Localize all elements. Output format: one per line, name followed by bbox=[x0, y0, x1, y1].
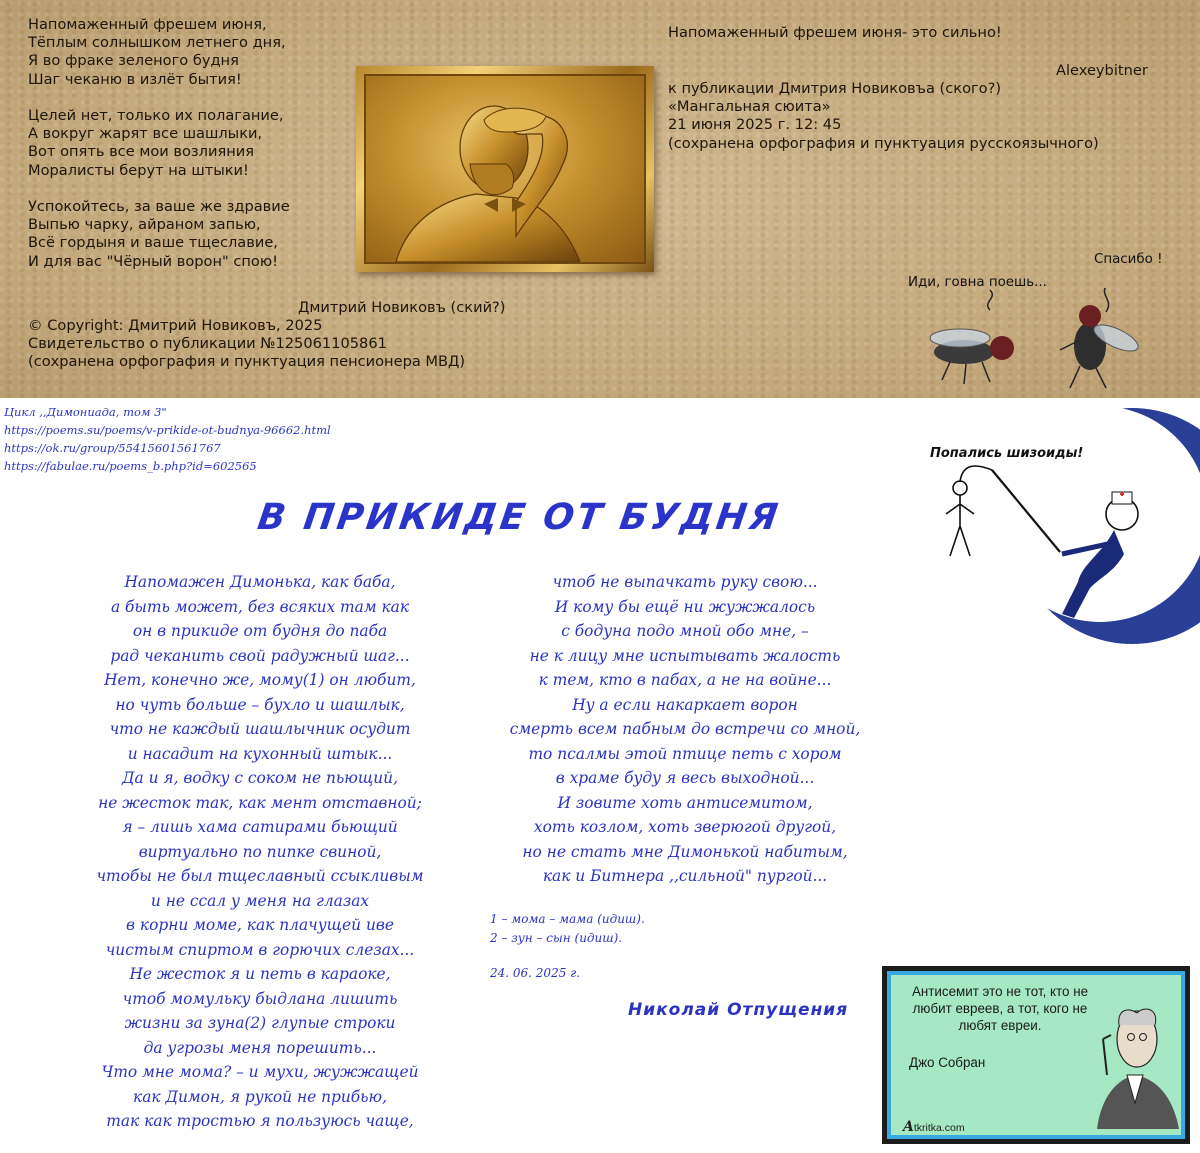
poem-line: чтоб не выпачкать руку свою... bbox=[552, 573, 818, 591]
poem-line: так как тростью я пользуюсь чаще, bbox=[106, 1112, 414, 1130]
poem-line: он в прикиде от будня до паба bbox=[132, 622, 388, 640]
poem-line: Что мне мома? – и мухи, жужжащей bbox=[101, 1063, 419, 1081]
poem-line: жизни за зуна(2) глупые строки bbox=[124, 1014, 396, 1032]
poem-line: не жесток так, как мент отставной; bbox=[98, 793, 422, 812]
copyright-block: © Copyright: Дмитрий Новиковъ, 2025 Свидетельство о публикации №125061105861 (сохранена орфография и пунктуация пенсионера МВД) bbox=[28, 317, 466, 371]
footnote: 1 – мома – мама (идиш). bbox=[490, 912, 645, 926]
poem-line: я – лишь хама сатирами бьющий bbox=[122, 818, 398, 836]
footnote: 2 – зун – сын (идиш). bbox=[490, 931, 623, 945]
author-signature: Дмитрий Новиковъ (ский?) bbox=[298, 299, 506, 316]
poem-line: Не жесток я и петь в караоке, bbox=[129, 965, 391, 983]
poem-line: виртуально по пипке свиной, bbox=[138, 842, 382, 861]
moon-fisher-icon bbox=[932, 404, 1200, 660]
poem-line: но чуть больше – бухло и шашлык, bbox=[115, 695, 405, 714]
plaque-relief bbox=[364, 74, 646, 264]
poem-line: рад чеканить свой радужный шаг... bbox=[110, 646, 410, 665]
cycle-caption: Цикл ,,Димониада, том 3" bbox=[4, 405, 167, 419]
poem-line: чтобы не был тщеславный ссыкливым bbox=[96, 867, 424, 885]
poem-line: хоть козлом, хоть зверюгой другой, bbox=[533, 818, 837, 836]
poem-line: чистым спиртом в горючих слезах... bbox=[105, 940, 415, 959]
quote-card-inner bbox=[887, 971, 1185, 1139]
poem-line: И зовите хоть антисемитом, bbox=[557, 793, 813, 812]
site-logo-initial: A bbox=[903, 1119, 914, 1135]
poem-column-left bbox=[60, 570, 460, 1134]
poem-line: в корни моме, как плачущей иве bbox=[126, 916, 394, 934]
quote-author: Джо Собран bbox=[909, 1055, 986, 1070]
poem-line: к тем, кто в пабах, а не на войне... bbox=[538, 671, 832, 689]
moon-caption: Попались шизоиды! bbox=[930, 446, 1084, 461]
comment-author: Alexeybitner bbox=[1056, 62, 1148, 79]
poem-line: не к лицу мне испытывать жалость bbox=[529, 646, 841, 665]
quote-text: Антисемит это не тот, кто не любит евреев, а тот, кого не любят евреи. bbox=[911, 984, 1089, 1033]
poem-line: И кому бы ещё ни жужжалось bbox=[554, 597, 816, 616]
source-link[interactable]: https://fabulae.ru/poems_b.php?id=602565 bbox=[4, 459, 257, 473]
poem-column-right bbox=[480, 570, 890, 889]
old-man-portrait-icon bbox=[1087, 979, 1183, 1129]
fly-speech-left: Иди, говна поешь... bbox=[908, 275, 1047, 290]
fly-speech-right: Спасибо ! bbox=[1094, 252, 1163, 267]
poem-line: то псалмы этой птице петь с хором bbox=[528, 744, 842, 763]
poem-line: но не стать мне Димонькой набитым, bbox=[522, 842, 848, 861]
poet-signature: Николай Отпущения bbox=[628, 1000, 849, 1020]
poem-date: 24. 06. 2025 г. bbox=[490, 966, 581, 980]
poem-line: и не ссал у меня на глазах bbox=[150, 891, 370, 910]
poem-line: как Димон, я рукой не прибью, bbox=[133, 1087, 387, 1106]
poem-line: и насадит на кухонный штык... bbox=[127, 744, 393, 763]
original-poem: Напомаженный фрешем июня, Тёплым солнышком летнего дня, Я во фраке зеленого будня Шаг чеканю в излёт бытия! Целей нет, только их полагание, А вокруг жарят все шашлыки, Вот опять все мои возлияния Моралисты берут на штыки! Успокойтесь, за ваше же здравие Выпью чарку, айраном запью, Всё гордыня и ваше тщеславие, И для вас "Чёрный ворон" спою! bbox=[28, 16, 290, 270]
poem-line: чтоб момульку быдлана лишить bbox=[122, 989, 398, 1008]
facepalm-portrait-icon bbox=[366, 76, 644, 262]
poem-line: в храме буду я весь выходной... bbox=[555, 769, 815, 787]
poem-line: смерть всем пабным до встречи со мной, bbox=[509, 720, 861, 738]
poem-line: а быть может, без всяких там как bbox=[110, 597, 410, 616]
quote-card bbox=[882, 966, 1190, 1144]
poem-line: что не каждый шашлычник осудит bbox=[109, 720, 411, 738]
poem-line: Ну а если накаркает ворон bbox=[572, 695, 798, 714]
footnotes bbox=[490, 910, 645, 948]
comment-body: к публикации Дмитрия Новиковъа (ского?) «Мангальная сюита» 21 июня 2025 г. 12: 45 (сохранена орфография и пунктуация русскоязычного) bbox=[668, 80, 1099, 152]
top-parchment-panel bbox=[0, 0, 1200, 398]
poem-line: с бодуна подо мной обо мне, – bbox=[561, 622, 809, 640]
source-link[interactable]: https://ok.ru/group/55415601561767 bbox=[4, 441, 221, 455]
source-link[interactable]: https://poems.su/poems/v-prikide-ot-budnya-96662.html bbox=[4, 423, 331, 437]
flies-cartoon-icon bbox=[920, 288, 1150, 394]
poem-line: Напомажен Димонька, как баба, bbox=[124, 573, 396, 591]
gold-portrait-plaque bbox=[356, 66, 654, 272]
poem-line: да угрозы меня порешить... bbox=[143, 1038, 377, 1057]
poem-line: как и Битнера ,,сильной" пургой... bbox=[542, 867, 828, 885]
comment-heading: Напомаженный фрешем июня- это сильно! bbox=[668, 24, 1002, 41]
site-name: tkritka.com bbox=[913, 1122, 965, 1134]
poem-line: Да и я, водку с соком не пьющий, bbox=[122, 769, 398, 787]
poem-title: В ПРИКИДЕ ОТ БУДНЯ bbox=[255, 497, 784, 538]
poem-line: Нет, конечно же, мому(1) он любит, bbox=[104, 671, 416, 689]
quote-site bbox=[903, 1119, 965, 1135]
